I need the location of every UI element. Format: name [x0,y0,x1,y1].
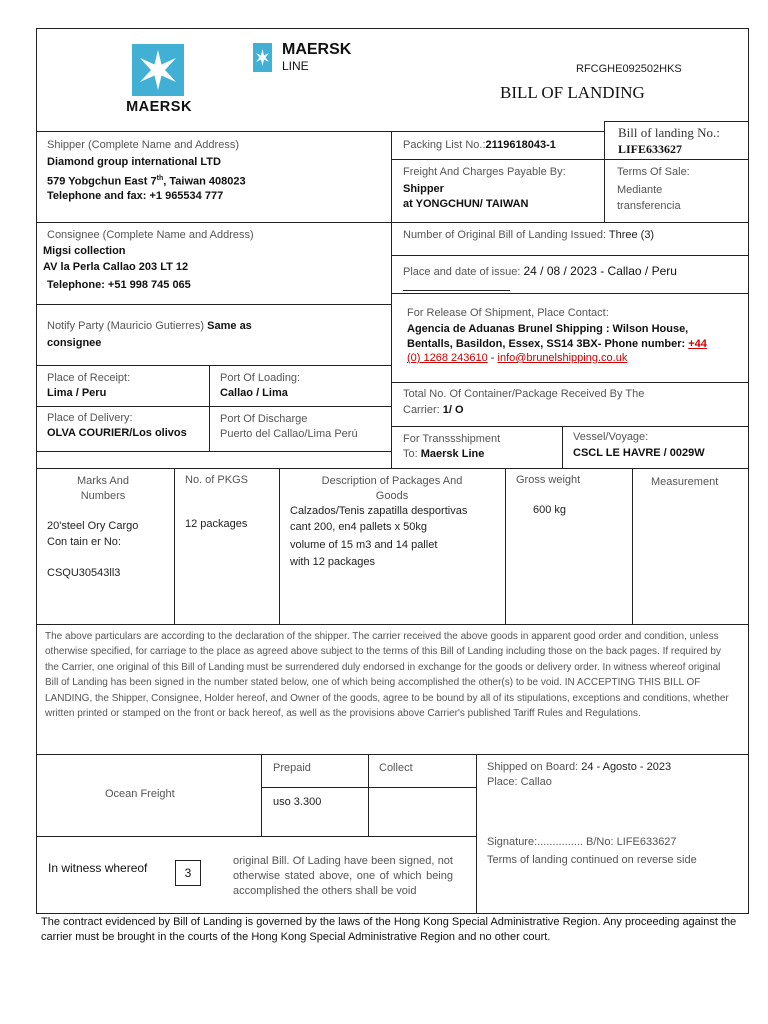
description-header: Description of Packages And Goods [321,475,463,502]
delivery-label: Place of Delivery: [47,412,133,424]
notify-party: Notify Party (Mauricio Gutierres) Same as [47,320,252,332]
maersk-wordmark: MAERSK [126,99,192,115]
transship-label: For Transsshipment [403,433,501,445]
containers-label: Total No. Of Container/Package Received By The [403,388,645,400]
release-label: For Release Of Shipment, Place Contact: [407,307,609,319]
document-title: BILL OF LANDING [500,83,645,102]
loading-label: Port Of Loading: [220,372,301,384]
desc-line1: Calzados/Tenis zapatilla desportivas [290,505,468,517]
witness-label: In witness whereof [48,861,148,875]
discharge-label: Port Of Discharge [220,413,308,425]
shipper-phone: Telephone and fax: +1 965534 777 [47,190,224,202]
desc-line2: cant 200, en4 pallets x 50kg [290,521,427,533]
shipped-place: Place: Callao [487,776,552,788]
star-icon [132,44,184,96]
line-logo-name: MAERSK [282,41,352,58]
release-line2: Bentalls, Basildon, Essex, SS14 3BX- Phone number: +44 [407,338,707,350]
freight-payer: Shipper [403,183,444,195]
shipper-label: Shipper (Complete Name and Address) [47,139,239,151]
pkgs-value: 12 packages [185,518,248,530]
terms-sale-label: Terms Of Sale: [617,166,690,178]
freight-label: Freight And Charges Payable By: [403,166,566,178]
jurisdiction-footer: The contract evidenced by Bill of Landing is governed by the laws of the Hong Kong Special Administrative Region. Any proceeding against the carrier must be brought in the courts of the Hong Kong Special Administrative Region and no other court. [41,916,737,943]
witness-count: 3 [184,866,192,880]
packing-list: Packing List No.:2119618043-1 [403,139,556,151]
collect-label: Collect [379,762,413,774]
witness-text: original Bill. Of Lading have been signed, not otherwise stated above, one of which being accomplished the others shall be void [233,855,453,897]
receipt-label: Place of Receipt: [47,372,131,384]
gross-header: Gross weight [516,474,581,486]
witness-count-box [175,860,201,886]
signature-terms: Terms of landing continued on reverse side [487,854,697,866]
consignee-phone: Telephone: +51 998 745 065 [47,279,191,291]
consignee-label: Consignee (Complete Name and Address) [47,229,254,241]
discharge-value: Puerto del Callao/Lima Perú [220,428,358,440]
maersk-logo [118,44,200,115]
bol-no-label: Bill of landing No.: [618,125,720,140]
freight-location: at YONGCHUN/ TAIWAN [403,198,529,210]
release-line3: (0) 1268 243610 - info@brunelshipping.co.uk [407,352,628,364]
prepaid-amount: uso 3.300 [273,796,322,808]
shipper-name: Diamond group international LTD [47,156,221,168]
delivery-value: OLVA COURIER/Los olivos [47,427,187,439]
desc-line3: volume of 15 m3 and 14 pallet [290,539,438,551]
reference-number: RFCGHE092502HKS [576,63,682,75]
gross-value: 600 kg [533,504,567,516]
marks-line3: CSQU30543ll3 [47,567,121,579]
ocean-freight-label: Ocean Freight [105,788,175,800]
shipper-address: 579 Yobgchun East 7th, Taiwan 408023 [47,175,246,188]
bol-no-value: LIFE633627 [618,142,683,156]
signature-line: Signature:............... B/No: LIFE633627 [487,836,677,848]
consignee-name: Migsi collection [43,245,126,257]
pkgs-header: No. of PKGS [185,474,248,486]
prepaid-label: Prepaid [273,762,311,774]
marks-line1: 20'steel Ory Cargo [47,520,139,532]
containers-carrier: Carrier: 1/ O [403,404,464,416]
marks-line2: Con tain er No: [47,536,121,548]
consignee-address: AV la Perla Callao 203 LT 12 [43,261,189,273]
terms-paragraph: The above particulars are according to the declaration of the shipper. The carrier received the above goods in apparent good order and condition, unless otherwise specified, for carriage to the place as agreed above subject to the terms of this Bill of Landing including those on the back pages. If required by the Carrier, one original of this Bill of Landing must be surrendered duly endorsed in exchange for the goods or delivery order. In witness whereof original Bill of Landing has been signed in the number stated below, one of which being accomplished the other(s) to be void. IN ACCEPTING THIS BILL OF LANDING, the Shipper, Consignee, Holder hereof, and Owner of the goods, agree to be bound by all of its stipulations, exceptions and conditions, whether written printed or stamped on the front or back hereof, as well as the provisions above Carrier's published Tariff Rules and Regulations. [45,631,729,720]
marks-header: Marks And Numbers [77,475,129,502]
notify-value: consignee [47,337,102,349]
shipped-on-board: Shipped on Board: 24 - Agosto - 2023 [487,761,672,773]
measurement-header: Measurement [651,476,719,488]
originals-issued: Number of Original Bill of Landing Issued: Three (3) [403,229,655,241]
release-phone-a[interactable]: +44 [688,338,707,350]
terms-sale-line1: Mediante [617,184,663,196]
line-star-icon [253,43,272,72]
vessel-value: CSCL LE HAVRE / 0029W [573,447,705,459]
desc-line4: with 12 packages [290,556,375,568]
vessel-label: Vessel/Voyage: [573,431,649,443]
release-phone-b[interactable]: (0) 1268 243610 [407,352,488,364]
release-line1: Agencia de Aduanas Brunel Shipping : Wilson House, [407,323,689,335]
issue-place-date: Place and date of issue: 24 / 08 / 2023 - Callao / Peru [403,264,677,278]
terms-sale-line2: transferencia [617,200,681,212]
receipt-value: Lima / Peru [47,387,107,399]
line-logo-sub: LINE [282,59,309,73]
loading-value: Callao / Lima [220,387,288,399]
transship-to: To: Maersk Line [403,448,485,460]
release-email-link[interactable]: info@brunelshipping.co.uk [497,352,628,364]
